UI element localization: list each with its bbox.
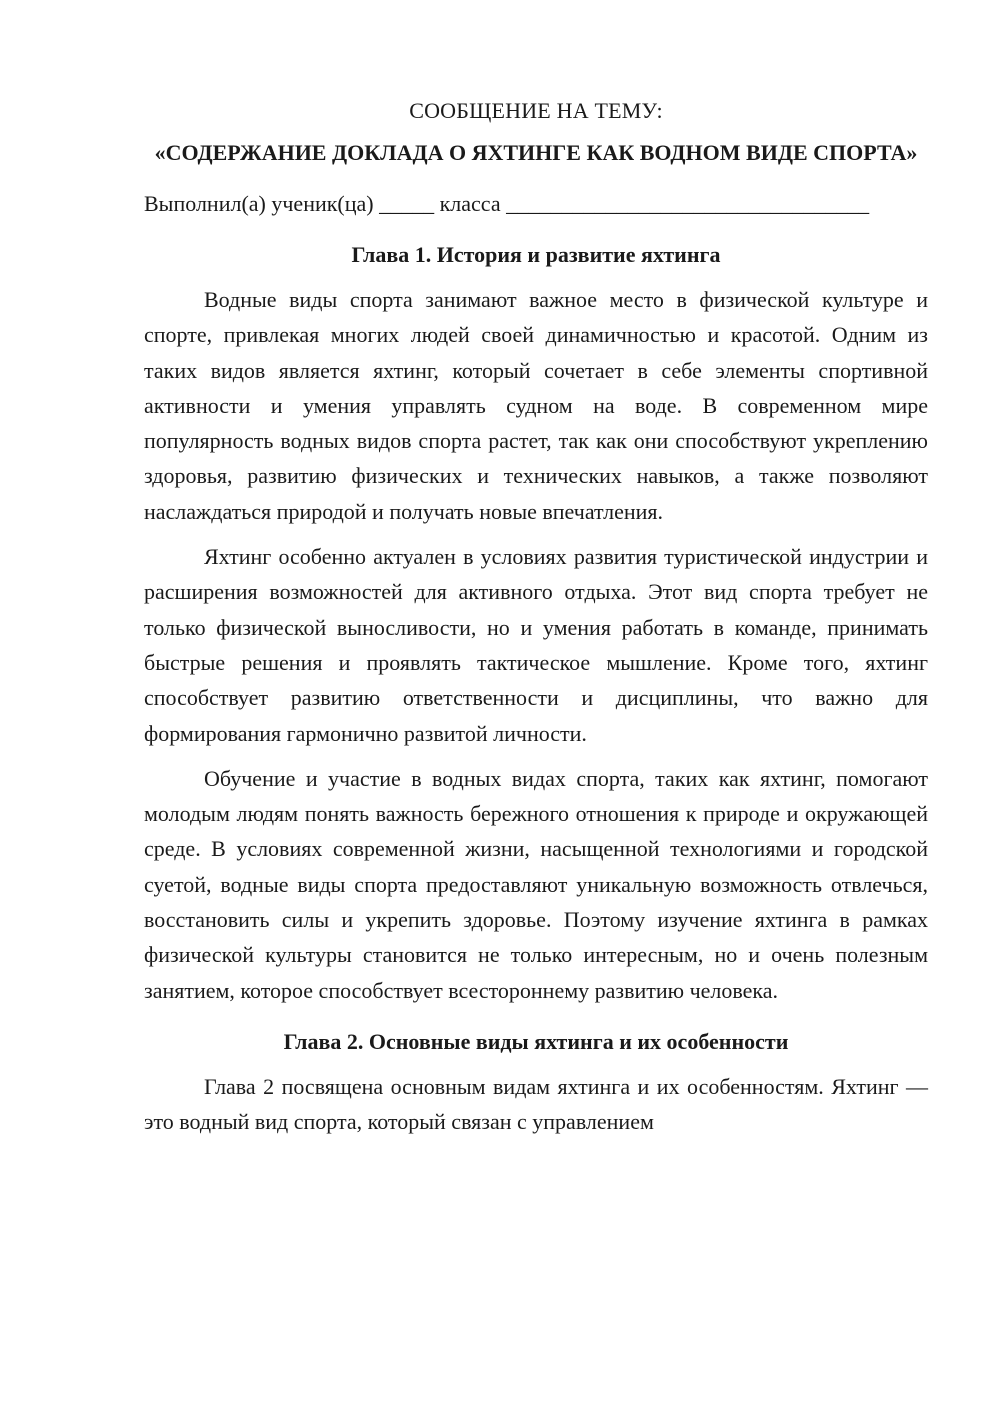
chapter-2-paragraph-1: Глава 2 посвящена основным видам яхтинга и их особенностям. Яхтинг — это водный вид спорта, который связан с управлением: [144, 1073, 928, 1135]
chapter-1-paragraph-2: Яхтинг особенно актуален в условиях развития туристической индустрии и расширения возможностей для активного отдыха. Этот вид спорта требует не только физической выносливости, но и умения работать в команде, принимать быстрые решения и проявлять тактическое мышление. Кроме того, яхтинг способствует развитию ответственности и дисциплины, что важно для формирования гармонично развитой личности.: [144, 544, 928, 746]
chapter-1-paragraph-3: Обучение и участие в водных видах спорта, таких как яхтинг, помогают молодым людям понять важность бережного отношения к природе и окружающей среде. В условиях современной жизни, насыщенной технологиями и городской суетой, водные виды спорта предоставляют уникальную возможность отвлечься, восстановить силы и укрепить здоровье. Поэтому изучение яхтинга в рамках физической культуры становится не только интересным, но и очень полезным занятием, которое способствует всестороннему развитию человека.: [144, 765, 928, 1003]
chapter-2-title: Глава 2. Основные виды яхтинга и их особенности: [283, 1028, 789, 1054]
author-line: Выполнил(а) ученик(ца) _____ класса _________________________________: [144, 191, 870, 216]
chapter-1-title: Глава 1. История и развитие яхтинга: [351, 242, 721, 267]
chapter-1: [144, 237, 928, 1008]
document-title: «СОДЕРЖАНИЕ ДОКЛАДА О ЯХТИНГЕ КАК ВОДНОМ ВИДЕ СПОРТА»: [154, 140, 918, 165]
chapter-1-paragraph-1: Водные виды спорта занимают важное место в физической культуре и спорте, привлекая многих людей своей динамичностью и красотой. Одним из таких видов является яхтинг, который сочетает в себе элементы спортивной активности и умения управлять судном на воде. В современном мире популярность водных видов спорта растет, так как они способствуют укреплению здоровья, развитию физических и технических навыков, а также позволяют наслаждаться природой и получать новые впечатления.: [144, 287, 928, 524]
chapter-2: [144, 1024, 928, 1140]
document-kicker: СООБЩЕНИЕ НА ТЕМУ:: [409, 98, 663, 123]
document-body: [144, 93, 928, 1150]
